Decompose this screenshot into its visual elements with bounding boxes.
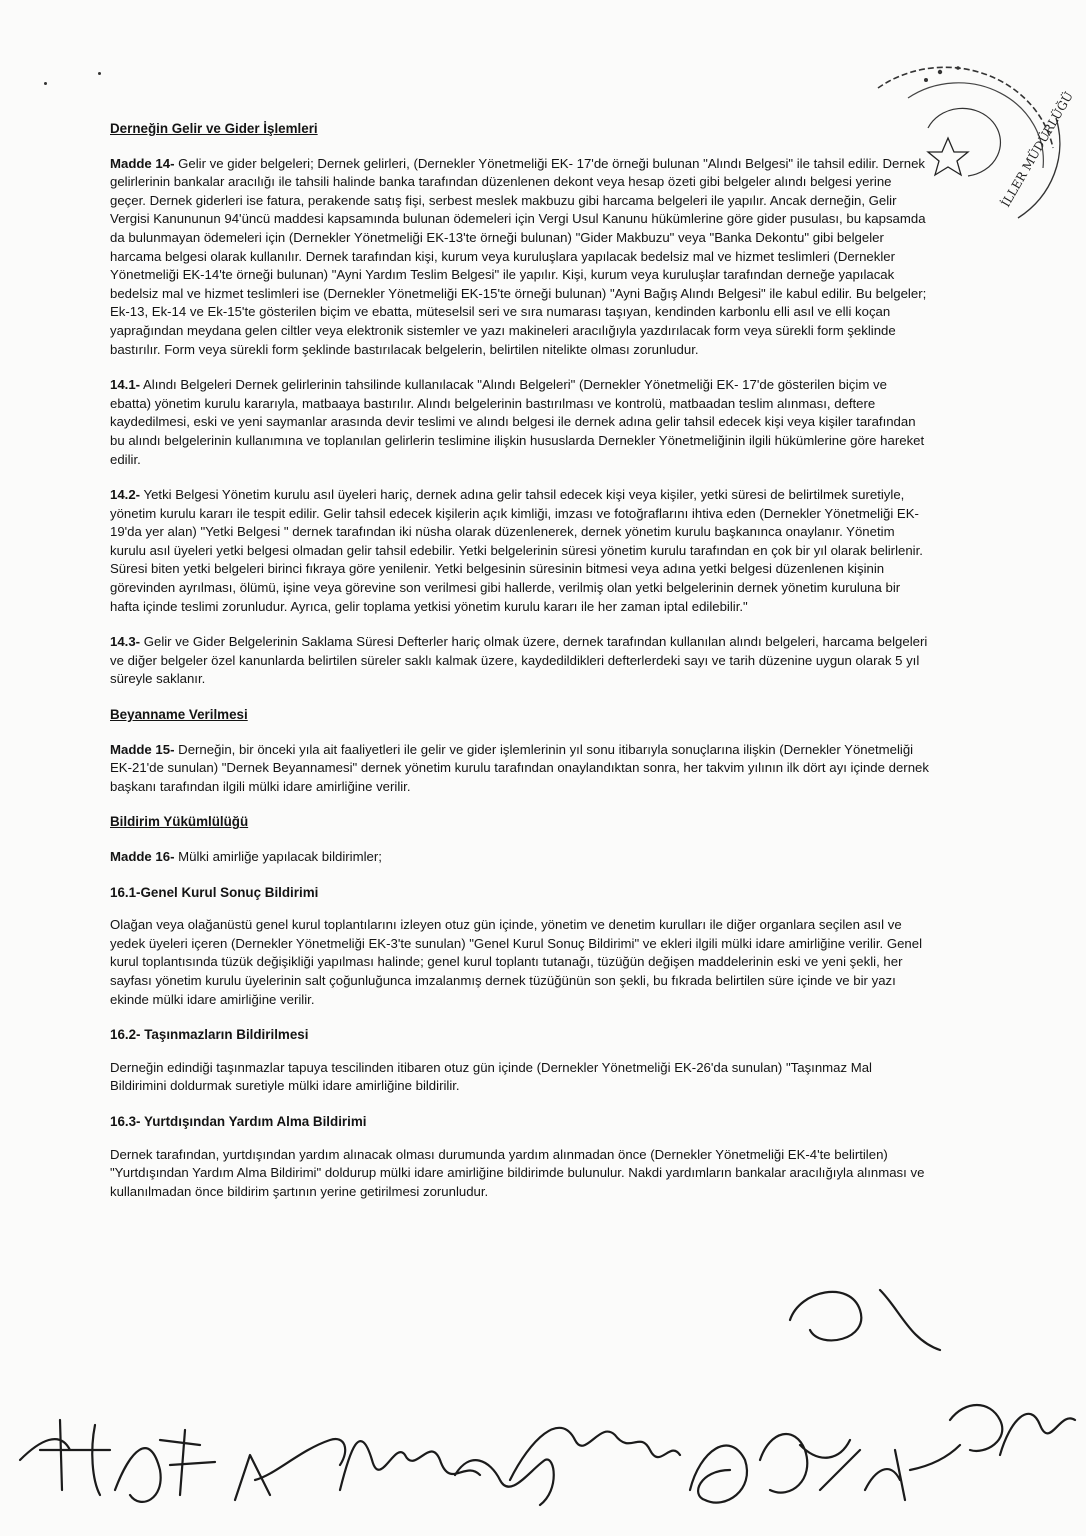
subsection-title-16-1: 16.1-Genel Kurul Sonuç Bildirimi: [110, 884, 319, 900]
article-text: Gelir ve gider belgeleri; Dernek gelirleri, (Dernekler Yönetmeliği EK- 17'de örneği bulunan "Alındı Belgesi" ile tahsil edilir. Dernek gelirlerinin bankalar aracılığı ile tahsili halinde banka tarafından düzenlenen dekont veya hesap özeti gibi belgeler alındı belgesi yerine geçer. Dernek giderleri ise fatura, perakende satış fişi, serbest meslek makbuzu gibi harcama belgeleri ile yapılır. Ancak derneğin, Gelir Vergisi Kanununun 94'üncü maddesi kapsamında bulunan ödemeleri için Vergi Usul Kanunu hükümlerine göre gider pusulası, bu kapsamda da bulunmayan ödemeleri için (Dernekler Yönetmeliği EK-13'te örneği bulunan) "Gider Makbuzu" veya "Banka Dekontu" gibi belgeler harcama belgesi olarak kullanılır. Dernek tarafından kişi, kurum veya kuruluşlara yapılacak bedelsiz mal ve hizmet teslimleri (Dernekler Yönetmeliği EK-14'te örneği bulunan) "Ayni Yardım Teslim Belgesi" ile yapılır. Kişi, kurum veya kuruluşlar tarafından derneğe yapılacak bedelsiz mal ve hizmet teslimleri ise (Dernekler Yönetmeliği EK-15'te örneği bulunan) "Ayni Bağış Alındı Belgesi" ile kabul edilir. Bu belgeler; Ek-13, Ek-14 ve Ek-15'te gösterilen biçim ve ebatta, müteselsil seri ve sıra numarası taşıyan, kendinden karbonlu elli asıl ve elli koçan yaprağından meydana gelen ciltler veya elektronik sistemler ve yazı makineleri aracılığıyla yazdırılacak form veya sürekli form şeklinde bastırılır. Form veya sürekli form şeklinde bastırılacak belgelerin, belirtilen nitelikte olması zorunludur.: [110, 155, 927, 357]
signature-initials: [790, 1290, 940, 1350]
article-text: Yetki Belgesi Yönetim kurulu asıl üyeleri hariç, dernek adına gelir tahsil edecek kişi veya kişiler, yetki süresi de belirtilmek suretiyle, yönetim kurulu kararı ile tespit edilir. Gelir tahsil edecek kişilerin açık kimliği, imzası ve fotoğraflarını ihtiva eden (Dernekler Yönetmeliği EK- 19'da yer alan) "Yetki Belgesi " dernek tarafından iki nüsha olarak düzenlenerek, dernek yönetim kurulu başkanınca onaylanır. Yönetim kurulu asıl üyeleri yetki belgesi olmadan gelir tahsil edebilir. Yetki belgelerinin süresi yönetim kurulu tarafından en çok bir yıl olarak belirlenir. Süresi biten yetki belgeleri birinci fıkraya göre yenilenir. Yetki belgesinin süresinin bitmesi veya adına yetki belgesi düzenlenen kişinin görevinden ayrılması, ölümü, işine veya görevine son verilmesi gibi hallerde, verilmiş olan yetki belgelerinin dernek yönetim kuruluna bir hafta içinde teslimi zorunludur. Ayrıca, gelir toplama yetkisi yönetim kurulu kararı ile her zaman iptal edilebilir.": [110, 487, 923, 614]
document-body: [110, 120, 930, 1218]
article-number: Madde 14-: [110, 155, 175, 171]
article-text: Gelir ve Gider Belgelerinin Saklama Süresi Defterler hariç olmak üzere, dernek tarafından kullanılan alındı belgeleri, harcama belgeleri ve diğer belgeler özel kanunlarda belirtilen süreler saklı kalmak üzere, kaydedildikleri defterlerdeki sayı ve tarih düzenine uygun olarak 5 yıl süreyle saklanır.: [110, 634, 928, 687]
signature-3: [235, 1439, 345, 1500]
signature-7: [690, 1446, 747, 1503]
scan-speck: [44, 82, 47, 85]
paragraph-14-3: [110, 633, 930, 689]
article-text: Mülki amirliğe yapılacak bildirimler;: [174, 849, 382, 864]
signature-8: [760, 1434, 860, 1493]
signature-6: [510, 1428, 680, 1480]
signature-2: [115, 1430, 215, 1502]
paragraph-14-2: [110, 486, 930, 616]
paragraph-madde-16: [110, 848, 930, 867]
signature-9: [865, 1405, 1002, 1500]
paragraph-16-3: Dernek tarafından, yurtdışından yardım alınacak olması durumunda yardım alınmadan önce (Dernekler Yönetmeliği EK-4'te belirtilen) "Yurtdışından Yardım Alma Bildirimi" doldurup mülki idare amirliğine bildirimde bulunulur. Nakdi yardımların bankalar aracılığıyla alınması ve kullanılmadan önce bildirim şartının yerine getirilmesi zorunludur.: [110, 1146, 925, 1199]
article-text: Derneğin, bir önceki yıla ait faaliyetleri ile gelir ve gider işlemlerinin yıl sonu itibarıyla sonuçlarına ilişkin (Dernekler Yönetmeliği EK-21'de sunulan) "Dernek Beyannamesi" dernek yönetim kurulu tarafından onaylandıktan sonra, her takvim yılının ilk dört ayı içinde dernek başkanı tarafından ilgili mülki idare amirliğine verilir.: [110, 741, 929, 794]
signature-5: [455, 1460, 554, 1505]
paragraph-madde-15: [110, 741, 930, 797]
subsection-title-16-2: 16.2- Taşınmazların Bildirilmesi: [110, 1027, 309, 1043]
signature-10: [1000, 1414, 1075, 1455]
paragraph-14-1: [110, 376, 930, 469]
section-heading-bildirim: Bildirim Yükümlülüğü: [110, 814, 249, 830]
article-number: Madde 16-: [110, 849, 175, 864]
article-number: 14.3-: [110, 634, 141, 650]
section-heading-gelir-gider: Derneğin Gelir ve Gider İşlemleri: [110, 121, 318, 136]
scan-speck: [98, 72, 101, 75]
signatures-row: [0, 1250, 1086, 1536]
article-number: 14.2-: [110, 487, 141, 503]
article-text: Alındı Belgeleri Dernek gelirlerinin tahsilinde kullanılacak "Alındı Belgeleri" (Dernekler Yönetmeliği EK- 17'de gösterilen biçim ve ebatta) yönetim kurulu kararıyla, matbaaya bastırılır. Alındı belgelerinin bastırılması ve kontrolü, matbaadan teslim alınması, deftere kaydedilmesi, eski ve yeni saymanlar arasında devir teslimi ve alındı belgesi ile dernek adına gelir tahsil edecek kişi veya kişiler tarafından bu alındı belgelerinin kullanımına ve toplanılan gelirlerin teslimine ilişkin hususlarda Dernekler Yönetmeliğinin ilgili hükümlerine göre hareket edilir.: [110, 377, 925, 467]
stamp-lettering: İLLER MÜDÜRLÜĞÜ: [998, 89, 1076, 210]
section-heading-beyanname: Beyanname Verilmesi: [110, 707, 248, 723]
paragraph-16-1: Olağan veya olağanüstü genel kurul toplantılarını izleyen otuz gün içinde, yönetim ve denetim kurulları ile diğer organlara seçilen asıl ve yedek üyeleri içeren (Dernekler Yönetmeliği EK-3'te sunulan) "Genel Kurul Sonuç Bildirimi" ve ekleri ilgili mülki idare amirliğine verilir. Genel kurul toplantısında tüzük değişikliği yapılması halinde; genel kurul toplantı tutanağı, tüzüğün değişen maddelerinin eski ve yeni şekli, her sayfası yönetim kurulu üyelerinin salt çoğunluğunca imzalanmış dernek tüzüğünün son şekli, bu fıkrada belirtilen süre içinde ve bir yazı ekinde mülki idare amirliğine verilir.: [110, 917, 923, 1007]
subsection-title-16-3: 16.3- Yurtdışından Yardım Alma Bildirimi: [110, 1113, 367, 1129]
article-number: 14.1-: [110, 377, 141, 393]
article-number: Madde 15-: [110, 741, 175, 757]
signature-1: [20, 1420, 110, 1495]
paragraph-madde-14: [110, 155, 930, 360]
signature-4: [340, 1441, 480, 1490]
paragraph-16-2: Derneğin edindiği taşınmazlar tapuya tescilinden itibaren otuz gün içinde (Dernekler Yönetmeliği EK-26'da sunulan) "Taşınmaz Mal Bildirimini doldurmak suretiyle mülki idare amirliğine bildirilir.: [110, 1059, 872, 1094]
